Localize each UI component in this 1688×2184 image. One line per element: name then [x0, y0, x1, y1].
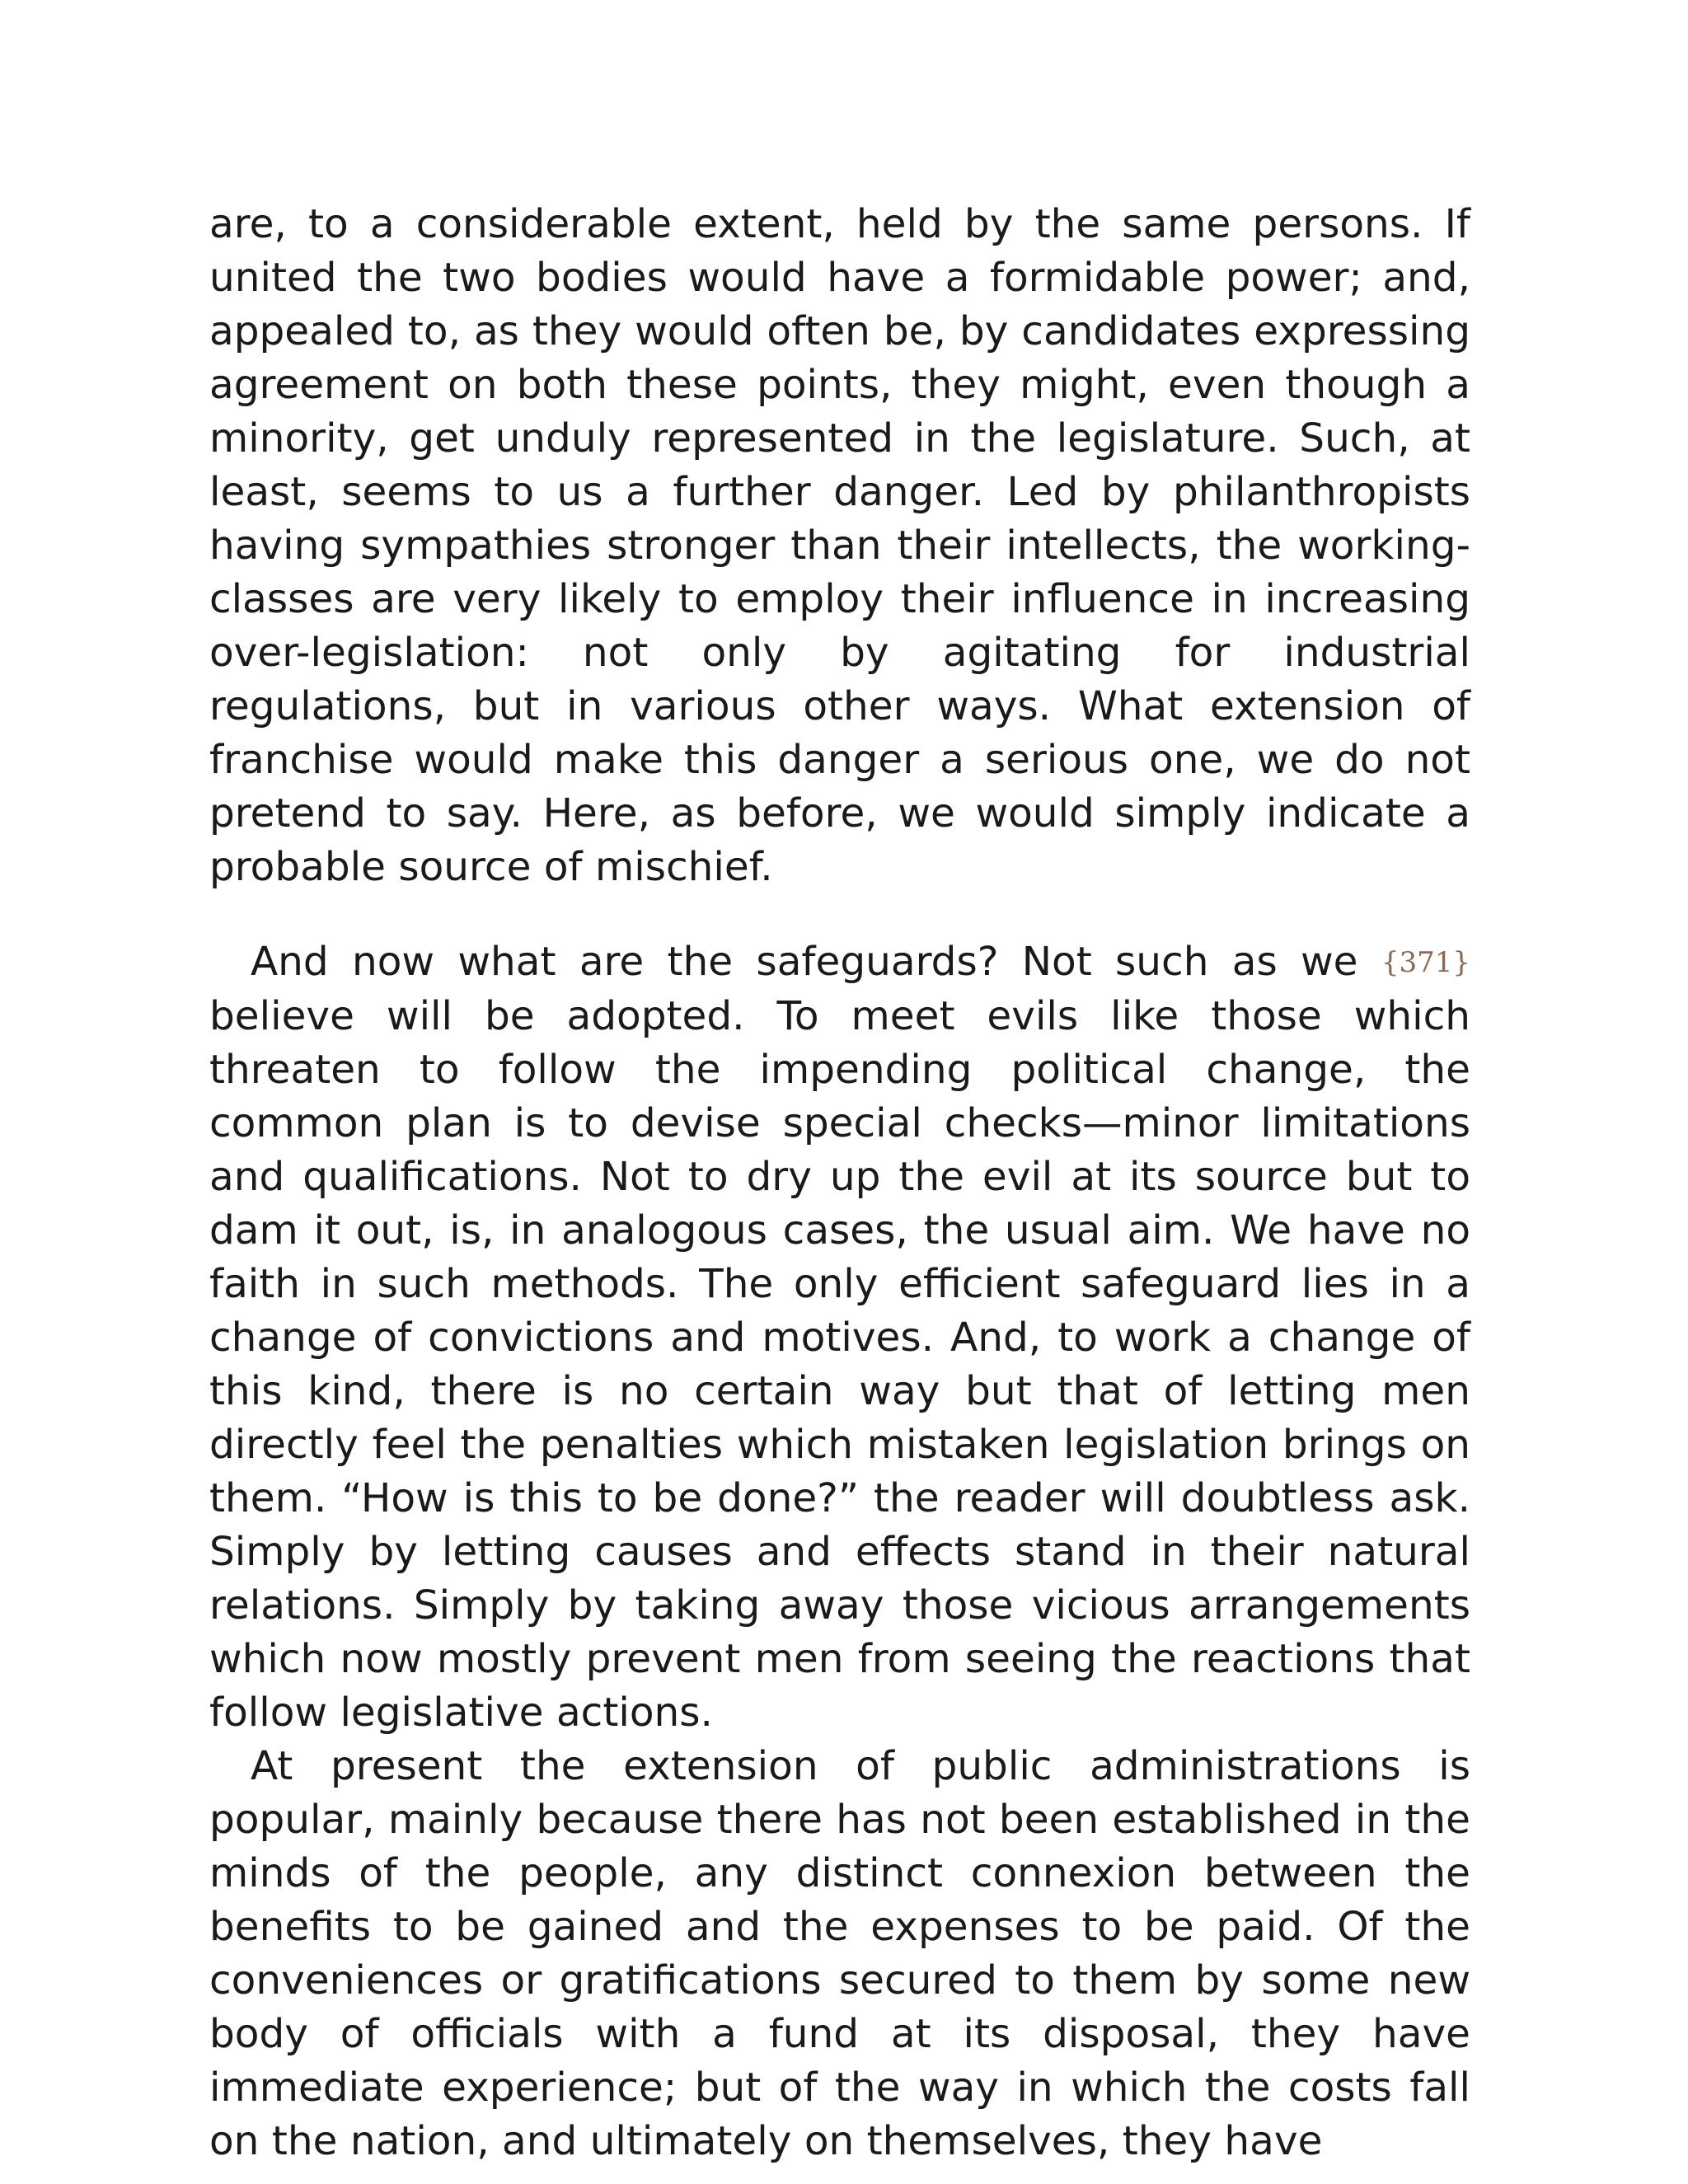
paragraph-2-start: And now what are the safeguards? Not such as we: [251, 939, 1381, 985]
page-number-marker[interactable]: {371}: [1381, 946, 1470, 979]
paragraph-1: are, to a considerable extent, held by the same persons. If united the two bodies would have a formidable power; and, appealed to, as they would often be, by candidates expressing agreement on both these points, they might, even though a minority, get unduly represented in the legislature. Such, at least, seems to us a further danger. Led by philanthropists having sympathies stronger than their intellects, the working-classes are very likely to employ their influence in increasing over-legislation: not only by agitating for industrial regulations, but in various other ways. What extension of franchise would make this danger a serious one, we do not pretend to say. Here, as before, we would simply indicate a probable source of mischief.: [209, 201, 1470, 890]
paragraph-2-rest: believe will be adopted. To meet evils like those which threaten to follow the impending political change, the common plan is to devise special checks—minor limitations and qualifications. Not to dry up the evil at its source but to dam it out, is, in analogous cases, the usual aim. We have no faith in such methods. The only efficient safeguard lies in a change of convictions and motives. And, to work a change of this kind, there is no certain way but that of letting men directly feel the penalties which mistaken legislation brings on them. “How is this to be done?” the reader will doubtless ask. Simply by letting causes and effects stand in their natural relations. Simply by taking away those vicious arrangements which now mostly prevent men from seeing the reactions that follow legislative actions.: [209, 993, 1470, 1736]
paragraph-3: At present the extension of public administrations is popular, mainly because there has not been established in the minds of the people, any distinct connexion between the benefits to be gained and the expenses to be paid. Of the conveniences or gratifications secured to them by some new body of officials with a fund at its disposal, they have immediate experience; but of the way in which the costs fall on the nation, and ultimately on themselves, they have: [209, 1743, 1470, 2164]
paragraph-2: [209, 935, 1470, 1740]
page-body: [209, 198, 1470, 2168]
